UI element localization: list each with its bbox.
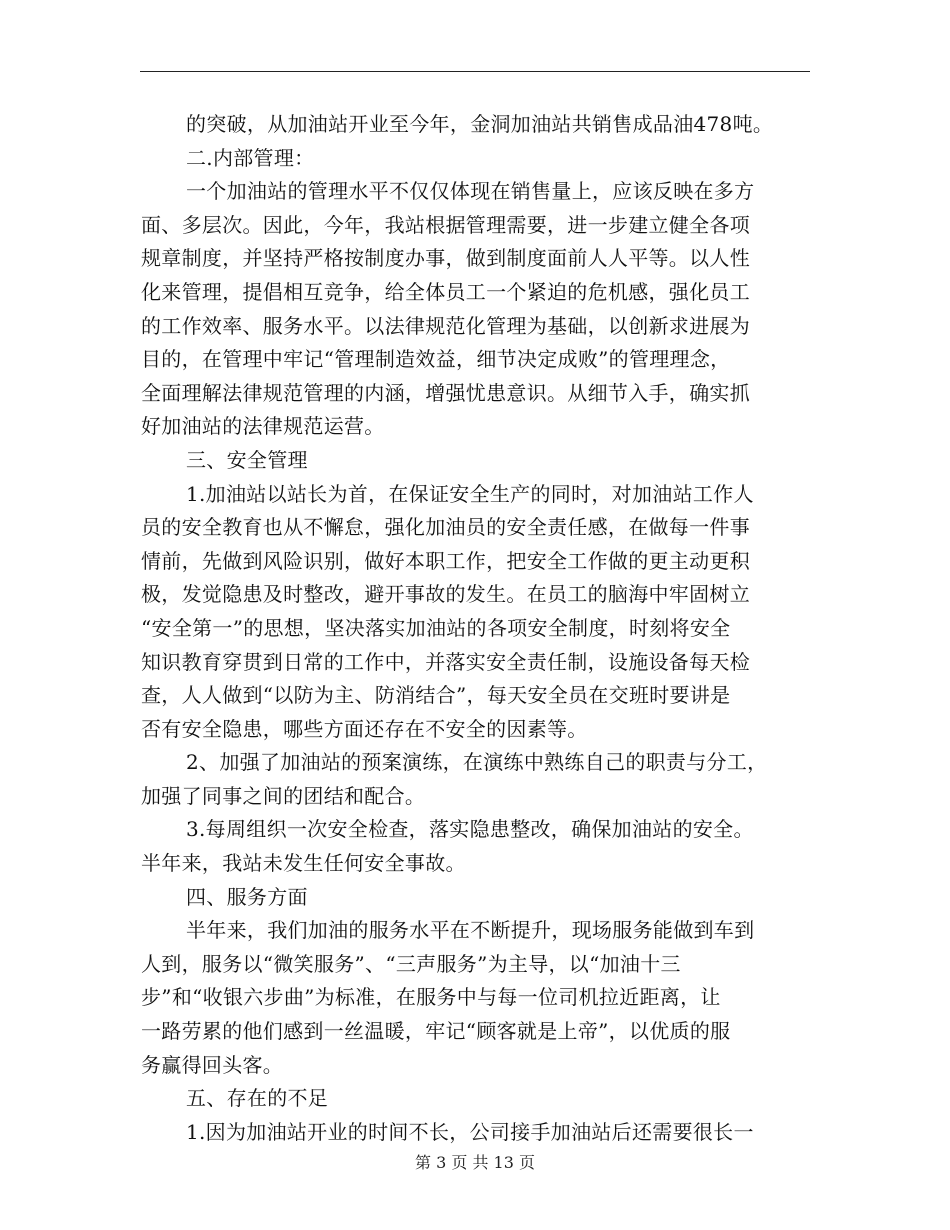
section-heading: 五、存在的不足 xyxy=(186,1086,329,1111)
text-line: 一路劳累的他们感到一丝温暖，牢记“顾客就是上帝”，以优质的服 xyxy=(141,1019,731,1044)
text-line: 好加油站的法律规范运营。 xyxy=(141,414,385,439)
text-line: 1.加油站以站长为首，在保证安全生产的同时，对加油站工作人 xyxy=(186,481,754,506)
section-heading: 四、服务方面 xyxy=(186,884,308,909)
text-line: 情前，先做到风险识别，做好本职工作，把安全工作做的更主动更积 xyxy=(141,548,750,573)
page-footer: 第 3 页 共 13 页 xyxy=(415,1153,535,1172)
text-line: 半年来，我站未发生任何安全事故。 xyxy=(141,851,466,876)
text-line: 化来管理，提倡相互竞争，给全体员工一个紧迫的危机感，强化员工 xyxy=(141,279,750,304)
text-line: 极，发觉隐患及时整改，避开事故的发生。在员工的脑海中牢固树立 xyxy=(141,582,750,607)
text-line: 面、多层次。因此，今年，我站根据管理需要，进一步建立健全各项 xyxy=(141,212,750,237)
text-line: 步”和“收银六步曲”为标准，在服务中与每一位司机拉近距离，让 xyxy=(141,985,721,1010)
section-heading: 三、安全管理 xyxy=(186,447,308,472)
text-line: “安全第一”的思想，坚决落实加油站的各项安全制度，时刻将安全 xyxy=(141,615,731,640)
text-line: 务赢得回头客。 xyxy=(141,1052,284,1077)
text-line: 规章制度，并坚持严格按制度办事，做到制度面前人人平等。以人性 xyxy=(141,246,750,271)
document-body xyxy=(141,108,801,1149)
header-rule xyxy=(140,71,810,72)
text-line: 查，人人做到“以防为主、防消结合”，每天安全员在交班时要讲是 xyxy=(141,683,731,708)
text-line: 全面理解法律规范管理的内涵，增强忧患意识。从细节入手，确实抓 xyxy=(141,380,750,405)
text-line: 的工作效率、服务水平。以法律规范化管理为基础，以创新求进展为 xyxy=(141,313,750,338)
text-line: 1.因为加油站开业的时间不长，公司接手加油站后还需要很长一 xyxy=(186,1119,754,1144)
section-heading: 二.内部管理： xyxy=(186,145,315,170)
text-line: 3.每周组织一次安全检查，落实隐患整改，确保加油站的安全。 xyxy=(186,817,754,842)
text-line: 一个加油站的管理水平不仅仅体现在销售量上，应该反映在多方 xyxy=(186,179,755,204)
text-line: 员的安全教育也从不懈怠，强化加油员的安全责任感，在做每一件事 xyxy=(141,515,750,540)
text-line: 加强了同事之间的团结和配合。 xyxy=(141,783,426,808)
text-line: 2、加强了加油站的预案演练，在演练中熟练自己的职责与分工， xyxy=(186,750,768,775)
text-line: 的突破，从加油站开业至今年，金洞加油站共销售成品油478吨。 xyxy=(186,112,774,136)
text-line: 半年来，我们加油的服务水平在不断提升，现场服务能做到车到 xyxy=(186,918,755,943)
text-line: 知识教育穿贯到日常的工作中，并落实安全责任制，设施设备每天检 xyxy=(141,649,750,674)
text-line: 否有安全隐患，哪些方面还存在不安全的因素等。 xyxy=(141,716,588,741)
text-line: 人到，服务以“微笑服务”、“三声服务”为主导，以“加油十三 xyxy=(141,951,681,976)
text-line: 目的，在管理中牢记“管理制造效益，细节决定成败”的管理理念， xyxy=(141,347,731,372)
